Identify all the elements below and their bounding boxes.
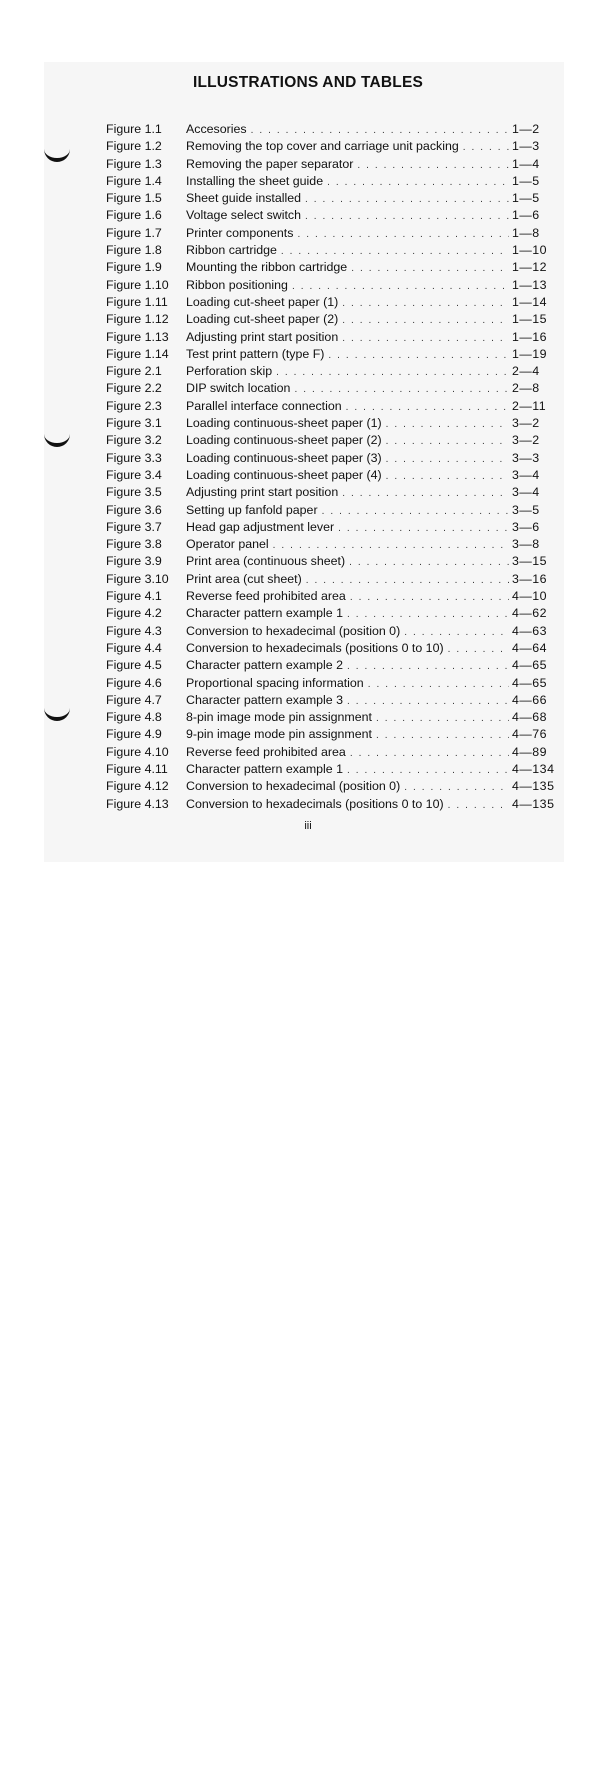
dot-leader bbox=[376, 727, 509, 744]
page-title: ILLUSTRATIONS AND TABLES bbox=[192, 74, 424, 91]
figure-number: Figure 4.8 bbox=[106, 710, 162, 725]
figure-number: Figure 1.3 bbox=[106, 156, 162, 171]
dot-leader bbox=[347, 606, 509, 623]
dot-leader bbox=[328, 347, 509, 364]
figure-caption: 9-pin image mode pin assignment bbox=[186, 727, 372, 742]
toc-entry bbox=[106, 346, 562, 363]
page-reference: 4—62 bbox=[512, 606, 548, 621]
figure-number: Figure 1.8 bbox=[106, 243, 162, 258]
figure-number: Figure 4.11 bbox=[106, 761, 168, 776]
figure-caption: DIP switch location bbox=[186, 381, 291, 396]
figure-caption: Printer components bbox=[186, 225, 294, 240]
figure-caption: Sheet guide installed bbox=[186, 191, 302, 206]
figure-number: Figure 3.3 bbox=[106, 450, 162, 465]
dot-leader bbox=[448, 641, 509, 658]
figure-number: Figure 1.9 bbox=[106, 260, 162, 275]
dot-leader bbox=[305, 208, 509, 225]
page-reference: 1—19 bbox=[512, 346, 548, 361]
page-reference: 2—4 bbox=[512, 364, 540, 379]
figure-number: Figure 4.4 bbox=[106, 640, 162, 655]
figure-caption: Print area (continuous sheet) bbox=[186, 554, 346, 569]
page-reference: 1—14 bbox=[512, 294, 548, 309]
dot-leader bbox=[322, 503, 509, 520]
figure-caption: Loading cut-sheet paper (2) bbox=[186, 312, 339, 327]
figure-caption: Mounting the ribbon cartridge bbox=[186, 260, 348, 275]
dot-leader bbox=[342, 485, 509, 502]
figure-number: Figure 4.2 bbox=[106, 606, 162, 621]
figure-number: Figure 3.4 bbox=[106, 467, 162, 482]
figure-number: Figure 1.4 bbox=[106, 173, 162, 188]
figure-caption: Test print pattern (type F) bbox=[186, 346, 325, 361]
dot-leader bbox=[376, 710, 509, 727]
dot-leader bbox=[338, 520, 509, 537]
page-reference: 4—135 bbox=[512, 779, 555, 794]
figure-number: Figure 4.7 bbox=[106, 692, 162, 707]
page-reference: 3—8 bbox=[512, 537, 540, 552]
figure-number: Figure 4.12 bbox=[106, 779, 169, 794]
figure-number: Figure 1.10 bbox=[106, 277, 169, 292]
page-reference: 3—2 bbox=[512, 416, 540, 431]
toc-entry bbox=[106, 173, 562, 190]
figure-caption: Removing the top cover and carriage unit packing bbox=[186, 139, 459, 154]
figure-caption: Proportional spacing information bbox=[186, 675, 364, 690]
page-reference: 3—3 bbox=[512, 450, 540, 465]
page-reference: 1—5 bbox=[512, 191, 540, 206]
toc-entry bbox=[106, 778, 562, 795]
page-reference: 1—5 bbox=[512, 173, 540, 188]
toc-entry bbox=[106, 121, 562, 138]
page-reference: 3—2 bbox=[512, 433, 540, 448]
page-reference: 1—15 bbox=[512, 312, 548, 327]
dot-leader bbox=[347, 658, 509, 675]
figure-caption: Loading continuous-sheet paper (1) bbox=[186, 416, 382, 431]
page-reference: 4—64 bbox=[512, 640, 548, 655]
toc-entry bbox=[106, 726, 562, 743]
figure-number: Figure 3.7 bbox=[106, 519, 162, 534]
page-reference: 3—15 bbox=[512, 554, 548, 569]
figure-caption: Accesories bbox=[186, 122, 247, 136]
toc-entry bbox=[106, 709, 562, 726]
dot-leader bbox=[350, 745, 509, 762]
toc-entry bbox=[106, 502, 562, 519]
toc-entry bbox=[106, 657, 562, 674]
dot-leader bbox=[386, 416, 509, 433]
toc-entry bbox=[106, 277, 562, 294]
dot-leader bbox=[404, 779, 509, 796]
page-reference: 3—4 bbox=[512, 467, 540, 482]
figure-caption: Reverse feed prohibited area bbox=[186, 744, 346, 759]
dot-leader bbox=[386, 451, 509, 468]
figure-number: Figure 4.3 bbox=[106, 623, 162, 638]
dot-leader bbox=[357, 157, 509, 174]
toc-entry bbox=[106, 225, 562, 242]
figure-number: Figure 1.1 bbox=[106, 122, 162, 136]
dot-leader bbox=[294, 381, 509, 398]
page-reference: 2—11 bbox=[512, 398, 547, 413]
figure-number: Figure 1.11 bbox=[106, 294, 168, 309]
dot-leader bbox=[346, 399, 509, 416]
figure-caption: Head gap adjustment lever bbox=[186, 519, 335, 534]
page-reference: 1—8 bbox=[512, 225, 540, 240]
figure-caption: Ribbon positioning bbox=[186, 277, 288, 292]
dot-leader bbox=[281, 243, 509, 260]
toc-entry bbox=[106, 259, 562, 276]
dot-leader bbox=[350, 589, 509, 606]
toc-entry bbox=[106, 605, 562, 622]
page-reference: 4—68 bbox=[512, 710, 548, 725]
toc-entry bbox=[106, 329, 562, 346]
toc-entry bbox=[106, 242, 562, 259]
figure-caption: Ribbon cartridge bbox=[186, 243, 277, 258]
toc-entry bbox=[106, 190, 562, 207]
figure-caption: Reverse feed prohibited area bbox=[186, 589, 346, 604]
page-reference: 4—76 bbox=[512, 727, 548, 742]
toc-entry bbox=[106, 432, 562, 449]
figure-caption: Loading continuous-sheet paper (4) bbox=[186, 467, 382, 482]
dot-leader bbox=[342, 295, 509, 312]
toc-entry bbox=[106, 571, 562, 588]
figure-number: Figure 1.7 bbox=[106, 225, 162, 240]
dot-leader bbox=[463, 139, 509, 156]
figure-caption: Loading continuous-sheet paper (3) bbox=[186, 450, 382, 465]
toc-entry bbox=[106, 207, 562, 224]
figure-caption: Parallel interface connection bbox=[186, 398, 342, 413]
figure-caption: Conversion to hexadecimals (positions 0 to 10) bbox=[186, 640, 444, 655]
figure-number: Figure 2.1 bbox=[106, 364, 162, 379]
page-reference: 4—89 bbox=[512, 744, 548, 759]
dot-leader bbox=[404, 624, 509, 641]
toc-entry bbox=[106, 692, 562, 709]
figure-number: Figure 4.10 bbox=[106, 744, 169, 759]
figure-number: Figure 3.9 bbox=[106, 554, 162, 569]
page-reference: 1—16 bbox=[512, 329, 548, 344]
dot-leader bbox=[351, 260, 509, 277]
figure-caption: Character pattern example 3 bbox=[186, 692, 344, 707]
figure-number: Figure 1.6 bbox=[106, 208, 162, 223]
dot-leader bbox=[347, 762, 509, 779]
toc-entry bbox=[106, 744, 562, 761]
dot-leader bbox=[386, 468, 509, 485]
toc-entry bbox=[106, 467, 562, 484]
dot-leader bbox=[368, 676, 509, 693]
dot-leader bbox=[305, 191, 509, 208]
toc-entry bbox=[106, 415, 562, 432]
dot-leader bbox=[297, 226, 509, 243]
toc-entry bbox=[106, 675, 562, 692]
figure-caption: Installing the sheet guide bbox=[186, 173, 324, 188]
toc-entry bbox=[106, 363, 562, 380]
toc-entry bbox=[106, 484, 562, 501]
figure-caption: Character pattern example 2 bbox=[186, 658, 344, 673]
figure-number: Figure 3.1 bbox=[106, 416, 162, 431]
figure-caption: Loading cut-sheet paper (1) bbox=[186, 294, 339, 309]
page-number: iii bbox=[304, 820, 312, 832]
figure-number: Figure 4.1 bbox=[106, 589, 162, 604]
figure-caption: Conversion to hexadecimal (position 0) bbox=[186, 779, 401, 794]
page-reference: 4—10 bbox=[512, 589, 548, 604]
page-reference: 1—12 bbox=[512, 260, 548, 275]
page-reference: 3—4 bbox=[512, 485, 540, 500]
figure-number: Figure 3.6 bbox=[106, 502, 162, 517]
figure-caption: Conversion to hexadecimals (positions 0 to 10) bbox=[186, 796, 444, 811]
toc-entry bbox=[106, 796, 562, 813]
page-reference: 4—134 bbox=[512, 761, 555, 776]
illustrations-list bbox=[106, 121, 562, 813]
toc-entry bbox=[106, 380, 562, 397]
toc-entry bbox=[106, 450, 562, 467]
toc-entry bbox=[106, 156, 562, 173]
figure-number: Figure 4.13 bbox=[106, 796, 169, 811]
figure-number: Figure 4.5 bbox=[106, 658, 162, 673]
page-reference: 4—66 bbox=[512, 692, 548, 707]
dot-leader bbox=[347, 693, 509, 710]
figure-number: Figure 3.10 bbox=[106, 571, 169, 586]
toc-entry bbox=[106, 311, 562, 328]
figure-caption: Adjusting print start position bbox=[186, 329, 339, 344]
figure-caption: Character pattern example 1 bbox=[186, 761, 344, 776]
figure-caption: 8-pin image mode pin assignment bbox=[186, 710, 372, 725]
page-reference: 1—13 bbox=[512, 277, 548, 292]
page-reference: 1—10 bbox=[512, 243, 548, 258]
toc-entry bbox=[106, 536, 562, 553]
dot-leader bbox=[349, 554, 509, 571]
figure-number: Figure 1.14 bbox=[106, 346, 169, 361]
page-reference: 3—6 bbox=[512, 519, 540, 534]
figure-caption: Conversion to hexadecimal (position 0) bbox=[186, 623, 401, 638]
figure-number: Figure 3.5 bbox=[106, 485, 162, 500]
figure-number: Figure 4.9 bbox=[106, 727, 162, 742]
figure-number: Figure 1.2 bbox=[106, 139, 162, 154]
figure-number: Figure 2.3 bbox=[106, 398, 162, 413]
dot-leader bbox=[448, 797, 509, 814]
figure-caption: Perforation skip bbox=[186, 364, 273, 379]
figure-caption: Setting up fanfold paper bbox=[186, 502, 318, 517]
dot-leader bbox=[342, 330, 509, 347]
toc-entry bbox=[106, 138, 562, 155]
figure-caption: Voltage select switch bbox=[186, 208, 302, 223]
figure-caption: Adjusting print start position bbox=[186, 485, 339, 500]
figure-number: Figure 4.6 bbox=[106, 675, 162, 690]
toc-entry bbox=[106, 640, 562, 657]
toc-entry bbox=[106, 623, 562, 640]
dot-leader bbox=[276, 364, 509, 381]
figure-number: Figure 1.12 bbox=[106, 312, 169, 327]
dot-leader bbox=[342, 312, 509, 329]
page-reference: 4—135 bbox=[512, 796, 555, 811]
figure-number: Figure 3.8 bbox=[106, 537, 162, 552]
page-reference: 1—6 bbox=[512, 208, 540, 223]
figure-caption: Loading continuous-sheet paper (2) bbox=[186, 433, 382, 448]
toc-entry bbox=[106, 294, 562, 311]
page-reference: 4—63 bbox=[512, 623, 548, 638]
figure-number: Figure 3.2 bbox=[106, 433, 162, 448]
figure-caption: Removing the paper separator bbox=[186, 156, 354, 171]
figure-caption: Operator panel bbox=[186, 537, 269, 552]
figure-caption: Print area (cut sheet) bbox=[186, 571, 302, 586]
page-reference: 2—8 bbox=[512, 381, 540, 396]
figure-caption: Character pattern example 1 bbox=[186, 606, 344, 621]
dot-leader bbox=[251, 122, 509, 139]
dot-leader bbox=[292, 278, 509, 295]
page-reference: 3—16 bbox=[512, 571, 548, 586]
page-reference: 4—65 bbox=[512, 658, 548, 673]
toc-entry bbox=[106, 553, 562, 570]
toc-entry bbox=[106, 761, 562, 778]
page-reference: 4—65 bbox=[512, 675, 548, 690]
figure-number: Figure 1.13 bbox=[106, 329, 169, 344]
page-reference: 1—4 bbox=[512, 156, 540, 171]
dot-leader bbox=[327, 174, 509, 191]
page-reference: 1—3 bbox=[512, 139, 540, 154]
figure-number: Figure 2.2 bbox=[106, 381, 162, 396]
dot-leader bbox=[306, 572, 509, 589]
toc-entry bbox=[106, 398, 562, 415]
toc-entry bbox=[106, 519, 562, 536]
figure-number: Figure 1.5 bbox=[106, 191, 162, 206]
page-reference: 1—2 bbox=[512, 122, 540, 136]
toc-entry bbox=[106, 588, 562, 605]
dot-leader bbox=[386, 433, 509, 450]
dot-leader bbox=[273, 537, 509, 554]
page-reference: 3—5 bbox=[512, 502, 540, 517]
